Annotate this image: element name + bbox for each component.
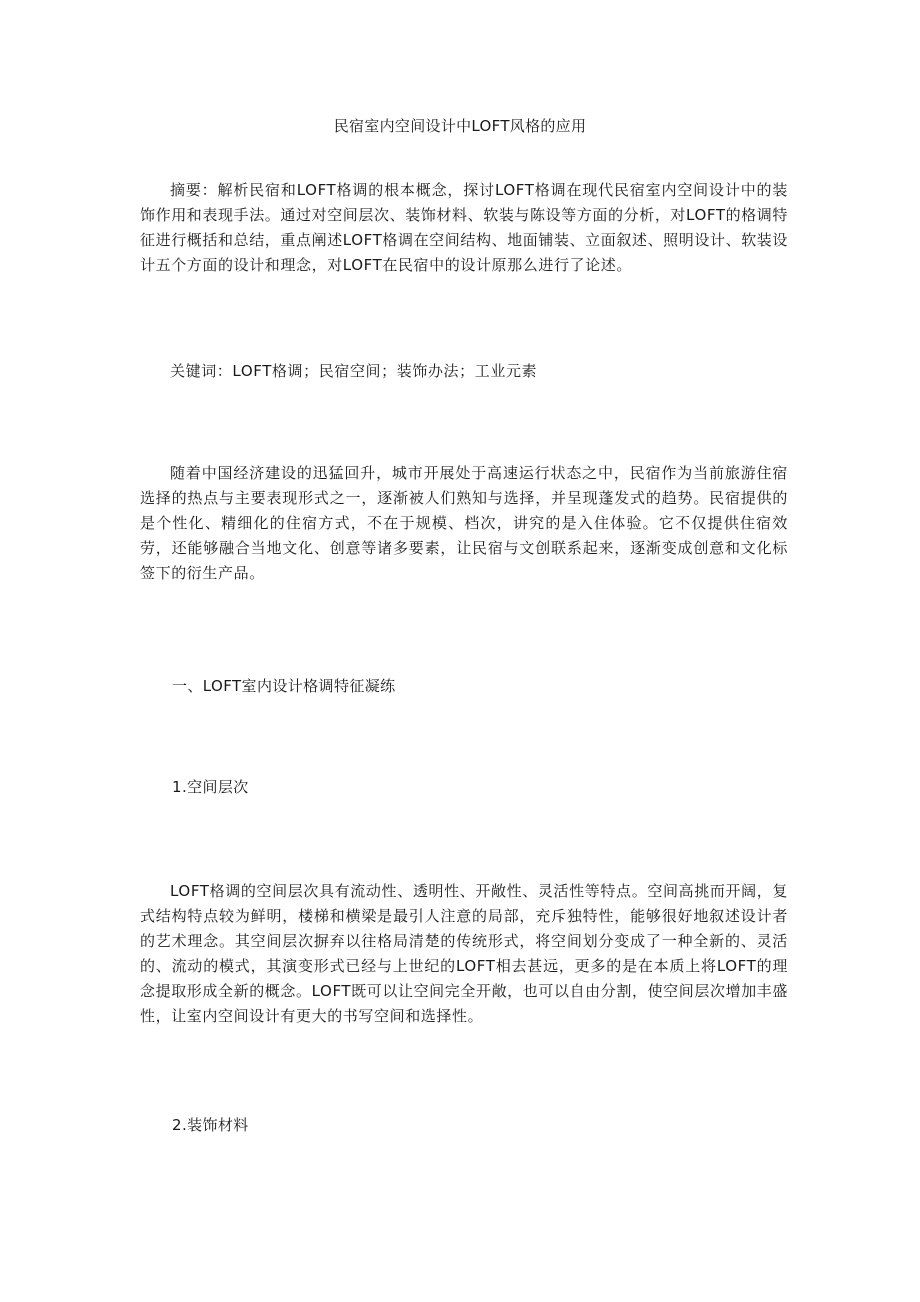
subsection-heading-1: 1.空间层次 bbox=[172, 778, 249, 796]
keywords-paragraph: 关键词：LOFT格调；民宿空间；装饰办法；工业元素 bbox=[170, 362, 538, 380]
subsection-1-paragraph: LOFT格调的空间层次具有流动性、透明性、开敞性、灵活性等特点。空间高挑而开阔，复式结构特点较为鲜明，楼梯和横梁是最引人注意的局部，充斥独特性，能够很好地叙述设计者的艺术理念。其空间层次摒弃以往格局清楚的传统形式，将空间划分变成了一种全新的、灵活的、流动的模式，其演变形式已经与上世纪的LOFT相去甚远，更多的是在本质上将LOFT的理念提取形成全新的概念。LOFT既可以让空间完全开敞，也可以自由分割，使空间层次增加丰盛性，让室内空间设计有更大的书写空间和选择性。 bbox=[140, 882, 788, 1025]
section-heading-1: 一、LOFT室内设计格调特征凝练 bbox=[172, 677, 396, 695]
subsection-heading-2: 2.装饰材料 bbox=[172, 1116, 249, 1134]
abstract-paragraph: 摘要：解析民宿和LOFT格调的根本概念，探讨LOFT格调在现代民宿室内空间设计中的装饰作用和表现手法。通过对空间层次、装饰材料、软装与陈设等方面的分析，对LOFT的格调特征进行概括和总结，重点阐述LOFT格调在空间结构、地面铺装、立面叙述、照明设计、软装设计五个方面的设计和理念，对LOFT在民宿中的设计原那么进行了论述。 bbox=[140, 181, 788, 274]
document-title: 民宿室内空间设计中LOFT风格的应用 bbox=[333, 117, 587, 135]
intro-paragraph: 随着中国经济建设的迅猛回升，城市开展处于高速运行状态之中，民宿作为当前旅游住宿选择的热点与主要表现形式之一，逐渐被人们熟知与选择，并呈现蓬发式的趋势。民宿提供的是个性化、精细化的住宿方式，不在于规模、档次，讲究的是入住体验。它不仅提供住宿效劳，还能够融合当地文化、创意等诸多要素，让民宿与文创联系起来，逐渐变成创意和文化标签下的衍生产品。 bbox=[140, 464, 788, 582]
